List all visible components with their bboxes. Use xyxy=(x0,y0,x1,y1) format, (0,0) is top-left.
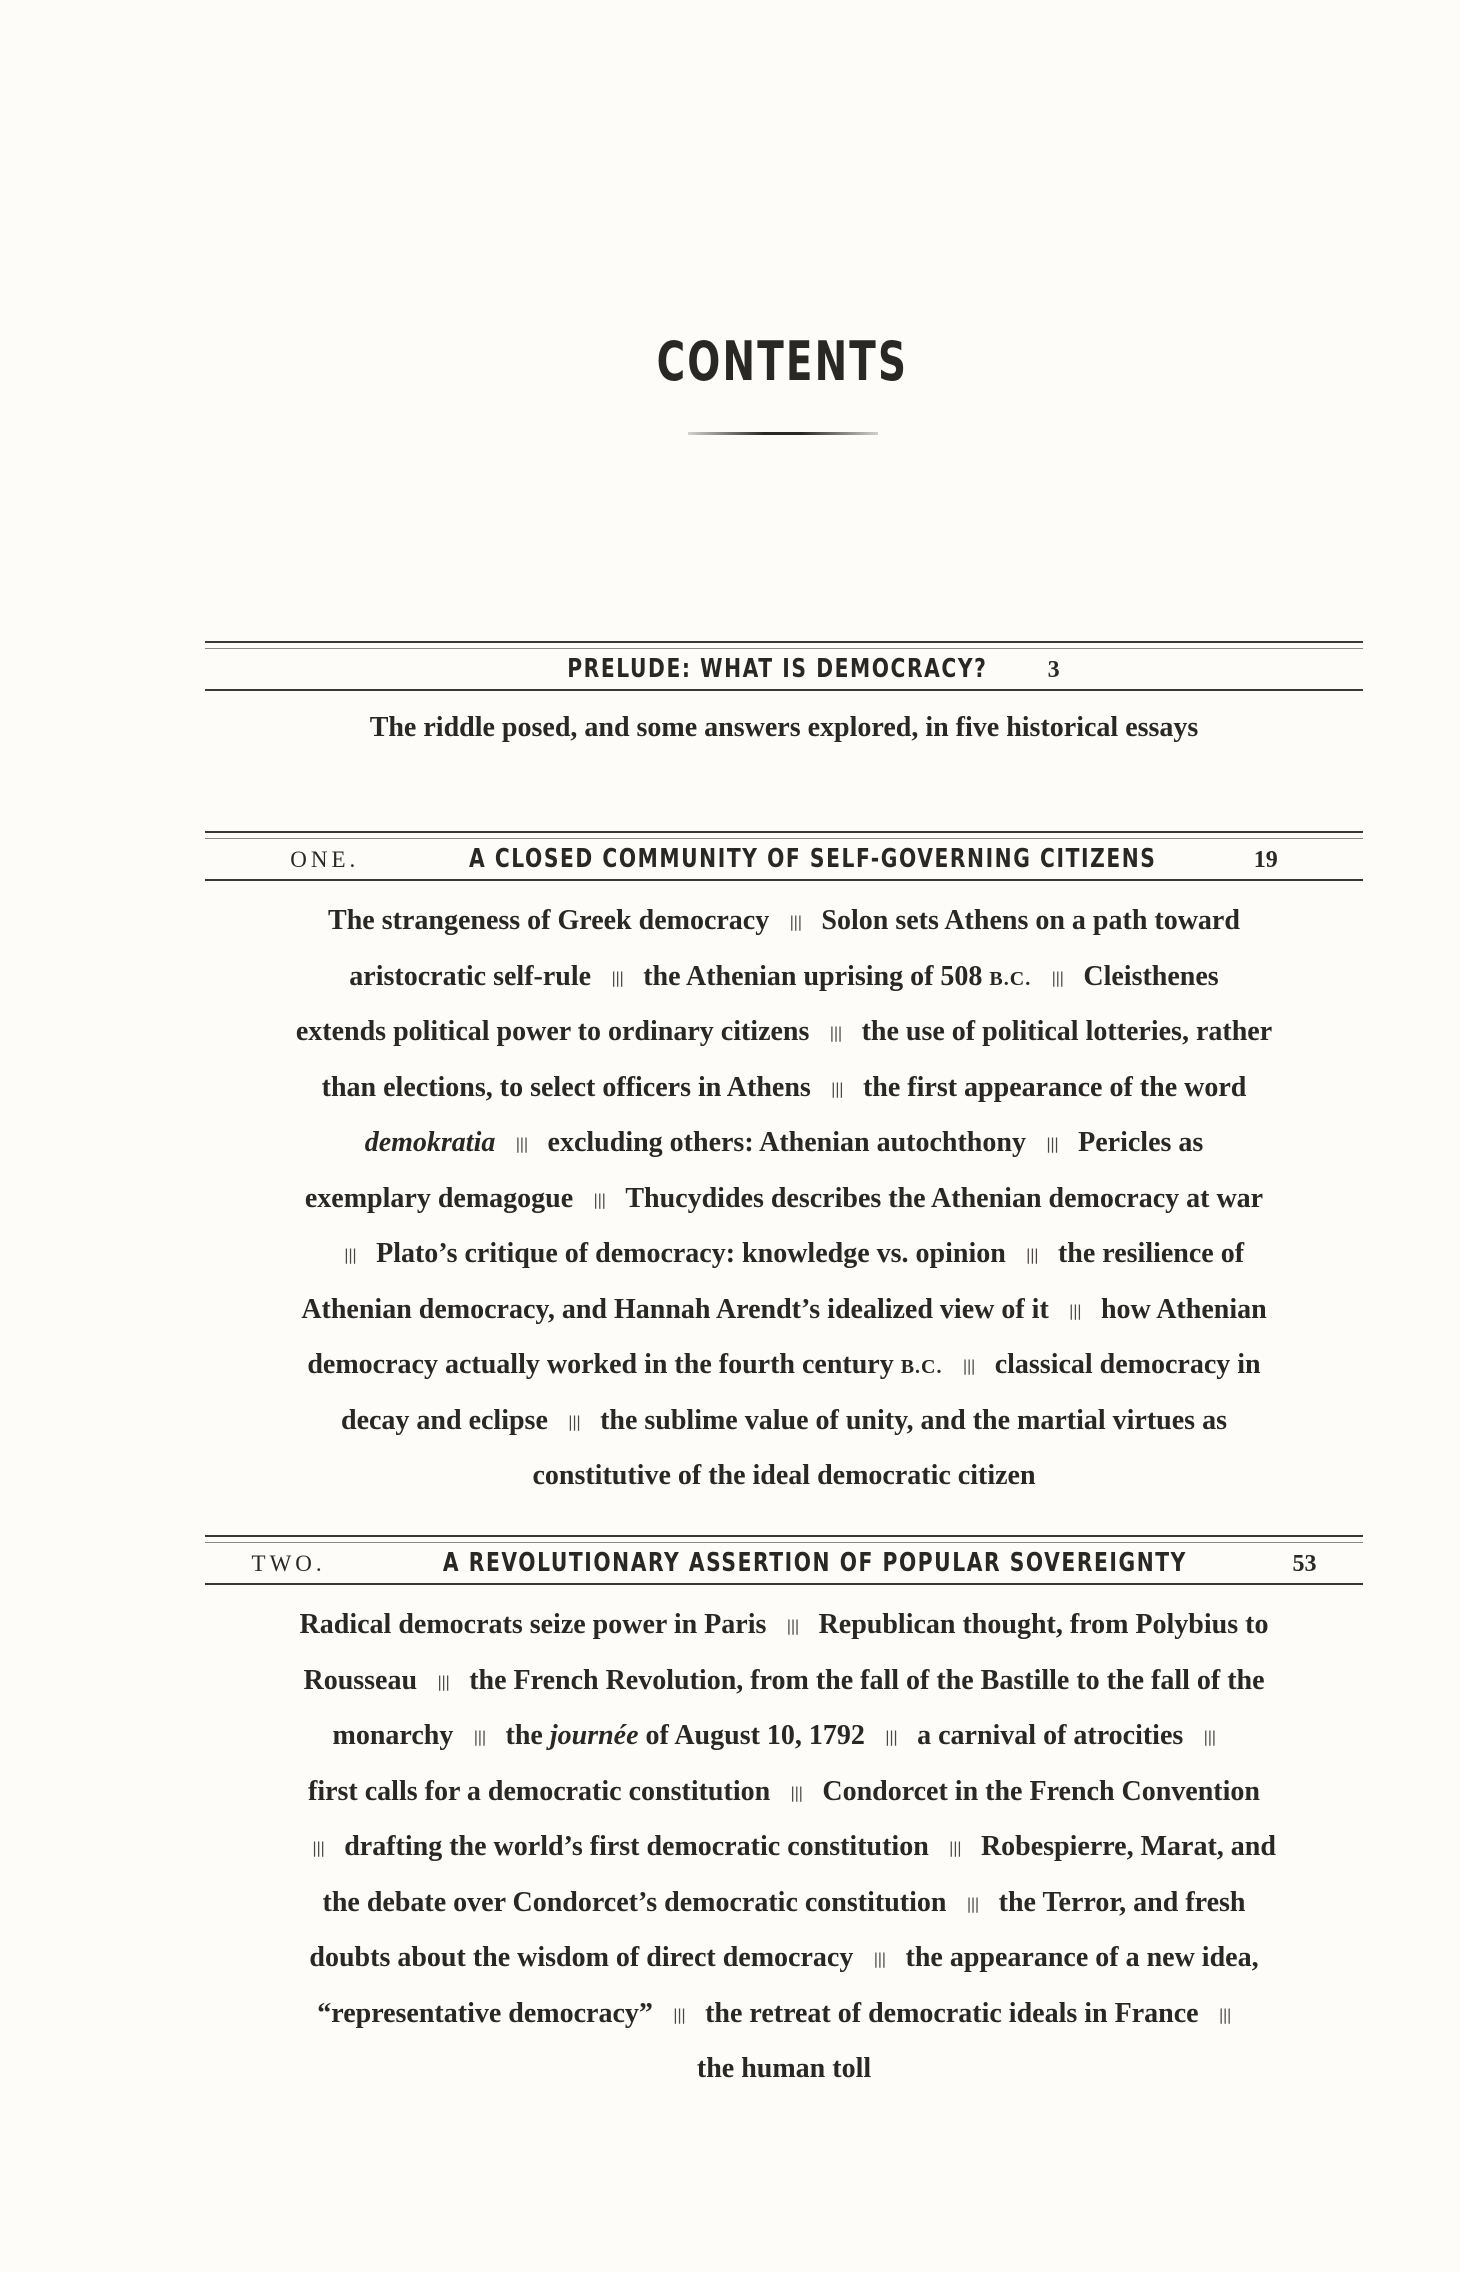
chapter-two-section xyxy=(205,1535,1363,2096)
summary-line xyxy=(205,1395,1363,1451)
prelude-heading[interactable]: PRELUDE: WHAT IS DEMOCRACY? xyxy=(567,654,988,684)
summary-line xyxy=(205,1710,1363,1766)
summary-phrase: Solon sets Athens on a path toward xyxy=(821,905,1240,936)
separator-mark: ||| xyxy=(515,1135,528,1153)
chapter-two-summary xyxy=(205,1599,1363,2096)
summary-phrase: how Athenian xyxy=(1100,1293,1267,1325)
chapter-two-prefix: TWO. xyxy=(251,1551,326,1576)
summary-phrase: the sublime value of unity, and the martial virtues as xyxy=(600,1404,1227,1436)
separator-mark: ||| xyxy=(884,1728,898,1746)
separator-mark: ||| xyxy=(1068,1301,1081,1320)
summary-phrase: demokratia xyxy=(364,1127,496,1158)
summary-phrase: Cleisthenes xyxy=(1083,960,1219,992)
separator-mark: ||| xyxy=(312,1839,325,1857)
summary-line xyxy=(205,1228,1363,1284)
summary-line xyxy=(205,2043,1363,2096)
prelude-section xyxy=(205,641,1363,755)
summary-line xyxy=(205,1450,1363,1503)
summary-line xyxy=(205,1006,1363,1062)
summary-phrase: the French Revolution, from the fall of the Bastille to the fall of the xyxy=(469,1664,1265,1696)
summary-phrase: monarchy xyxy=(332,1720,454,1751)
separator-mark: ||| xyxy=(966,1894,979,1913)
summary-phrase: the use of political lotteries, rather xyxy=(861,1016,1273,1047)
summary-phrase: drafting the world’s first democratic constitution xyxy=(344,1831,929,1862)
separator-mark: ||| xyxy=(789,913,802,931)
summary-line xyxy=(205,1821,1363,1877)
summary-phrase: Rousseau xyxy=(303,1664,418,1696)
summary-phrase: exemplary demagogue xyxy=(304,1182,574,1214)
summary-line xyxy=(205,1173,1363,1229)
page-title: CONTENTS xyxy=(656,330,909,393)
summary-phrase: a carnival of atrocities xyxy=(917,1720,1184,1751)
separator-mark: ||| xyxy=(1218,2005,1231,2024)
summary-phrase: extends political power to ordinary citizens xyxy=(295,1016,810,1047)
separator-mark: ||| xyxy=(1203,1728,1216,1746)
summary-phrase: the appearance of a new idea, xyxy=(905,1942,1259,1973)
summary-phrase: Condorcet in the French Convention xyxy=(822,1775,1260,1807)
chapter-two-heading[interactable]: A REVOLUTIONARY ASSERTION OF POPULAR SOVEREIGNTY xyxy=(443,1548,1188,1578)
summary-phrase: aristocratic self-rule xyxy=(349,960,592,992)
summary-phrase: decay and eclipse xyxy=(341,1404,548,1436)
prelude-heading-band xyxy=(205,641,1363,691)
separator-mark: ||| xyxy=(830,1079,843,1098)
chapter-one-section xyxy=(205,831,1363,1503)
summary-phrase: Thucydides describes the Athenian democracy at war xyxy=(625,1182,1264,1214)
summary-phrase: Radical democrats seize power in Paris xyxy=(299,1609,767,1640)
separator-mark: ||| xyxy=(1045,1135,1059,1153)
summary-phrase: of August 10, 1792 xyxy=(638,1720,865,1751)
summary-line xyxy=(205,1284,1363,1340)
summary-line xyxy=(205,1655,1363,1711)
summary-line xyxy=(205,1339,1363,1395)
chapter-one-page-number: 19 xyxy=(1253,847,1278,873)
summary-phrase: Republican thought, from Polybius to xyxy=(818,1609,1269,1640)
separator-mark: ||| xyxy=(343,1246,357,1264)
summary-phrase: the first appearance of the word xyxy=(862,1071,1247,1103)
separator-mark: ||| xyxy=(567,1412,581,1431)
summary-line xyxy=(205,895,1363,951)
summary-line xyxy=(205,1117,1363,1173)
separator-mark: ||| xyxy=(1025,1246,1038,1264)
separator-mark: ||| xyxy=(593,1190,606,1209)
summary-line xyxy=(205,1877,1363,1933)
summary-phrase: Athenian democracy, and Hannah Arendt’s idealized view of it xyxy=(301,1293,1049,1325)
summary-phrase: the debate over Condorcet’s democratic constitution xyxy=(322,1886,947,1918)
chapter-one-heading[interactable]: A CLOSED COMMUNITY OF SELF-GOVERNING CITIZENS xyxy=(468,844,1157,874)
summary-phrase: B.C. xyxy=(900,1356,943,1378)
separator-mark: ||| xyxy=(437,1672,450,1691)
prelude-page-number: 3 xyxy=(1047,657,1060,683)
prelude-summary: The riddle posed, and some answers explored, in five historical essays xyxy=(369,712,1199,743)
chapter-two-heading-band xyxy=(205,1535,1363,1585)
summary-phrase: democracy actually worked in the fourth century xyxy=(307,1349,901,1380)
summary-phrase: The strangeness of Greek democracy xyxy=(328,905,770,936)
summary-phrase: Pericles as xyxy=(1078,1127,1204,1158)
summary-line xyxy=(205,1766,1363,1822)
chapter-two-page-number: 53 xyxy=(1292,1551,1317,1577)
chapter-one-summary xyxy=(205,895,1363,1503)
summary-phrase: doubts about the wisdom of direct democracy xyxy=(309,1942,854,1973)
separator-mark: ||| xyxy=(1051,968,1064,987)
summary-line xyxy=(205,1932,1363,1988)
summary-phrase: B.C. xyxy=(989,967,1032,990)
separator-mark: ||| xyxy=(790,1783,803,1802)
chapter-one-heading-band xyxy=(205,831,1363,881)
title-rule xyxy=(688,432,878,435)
summary-phrase: Plato’s critique of democracy: knowledge vs. opinion xyxy=(376,1238,1006,1269)
summary-phrase: the resilience of xyxy=(1057,1238,1245,1269)
summary-phrase: Robespierre, Marat, and xyxy=(980,1831,1276,1862)
summary-phrase: than elections, to select officers in Athens xyxy=(321,1071,811,1103)
summary-line xyxy=(205,1599,1363,1655)
summary-phrase: the Athenian uprising of 508 xyxy=(643,960,990,992)
summary-phrase: the xyxy=(505,1720,550,1751)
separator-mark: ||| xyxy=(873,1950,886,1968)
summary-phrase: the retreat of democratic ideals in France xyxy=(705,1997,1199,2029)
summary-phrase: excluding others: Athenian autochthony xyxy=(547,1127,1026,1158)
summary-phrase: “representative democracy” xyxy=(317,1997,653,2029)
summary-phrase: the human toll xyxy=(696,2053,872,2084)
summary-phrase: journée xyxy=(549,1720,639,1751)
separator-mark: ||| xyxy=(786,1617,799,1635)
summary-line xyxy=(205,1062,1363,1118)
summary-phrase: classical democracy in xyxy=(994,1349,1261,1380)
chapter-one-prefix: ONE. xyxy=(290,847,360,872)
separator-mark: ||| xyxy=(672,2005,686,2024)
summary-phrase: the Terror, and fresh xyxy=(998,1886,1246,1918)
separator-mark: ||| xyxy=(962,1357,975,1375)
separator-mark: ||| xyxy=(611,968,624,987)
summary-phrase: first calls for a democratic constitution xyxy=(308,1775,771,1807)
summary-line xyxy=(205,951,1363,1007)
separator-mark: ||| xyxy=(473,1728,486,1746)
separator-mark: ||| xyxy=(948,1839,961,1857)
separator-mark: ||| xyxy=(829,1024,842,1042)
summary-phrase: constitutive of the ideal democratic citizen xyxy=(532,1460,1036,1491)
summary-line xyxy=(205,1988,1363,2044)
